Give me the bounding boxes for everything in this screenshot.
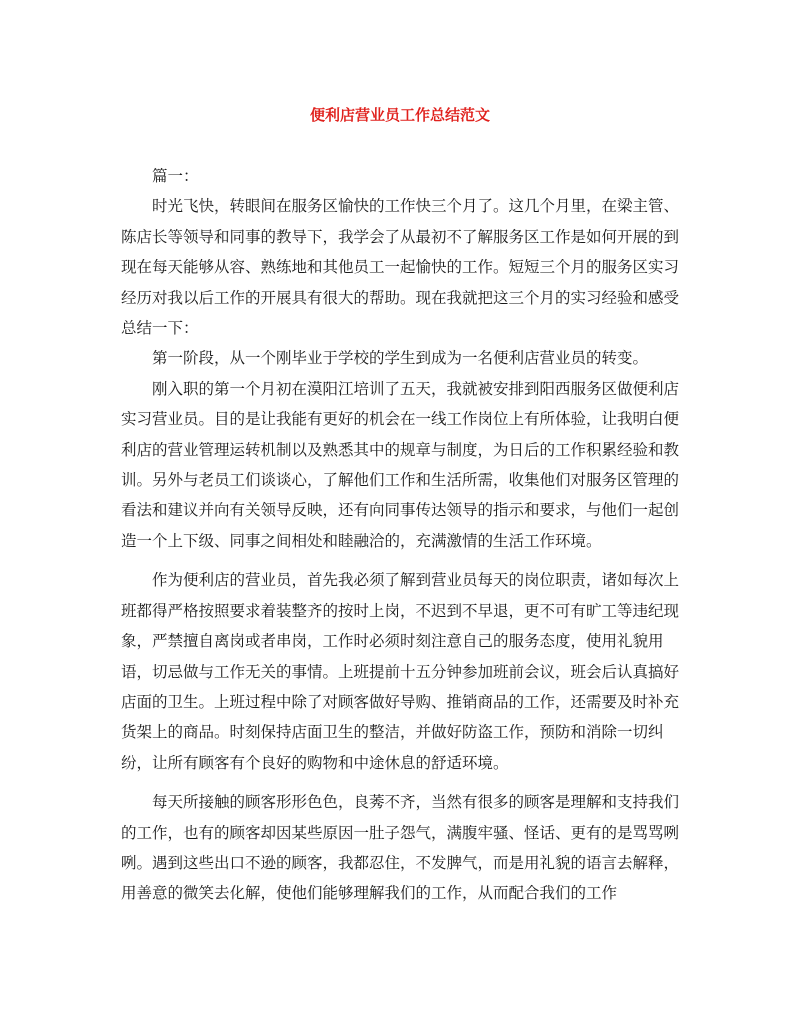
paragraph-intro: 时光飞快，转眼间在服务区愉快的工作快三个月了。这几个月里，在梁主管、陈店长等领导和同事的教导下，我学会了从最初不了解服务区工作是如何开展的到现在每天能够从容、熟练地和其他员工一起愉快的工作。短短三个月的服务区实习经历对我以后工作的开展具有很大的帮助。现在我就把这三个月的实习经验和感受总结一下：	[121, 197, 680, 338]
paragraph-duties: 作为便利店的营业员，首先我必须了解到营业员每天的岗位职责，诸如每次上班都得严格按照要求着装整齐的按时上岗，不迟到不早退，更不可有旷工等违纪现象，严禁擅自离岗或者串岗，工作时必须时刻注意自己的服务态度，使用礼貌用语，切忌做与工作无关的事情。上班提前十五分钟参加班前会议，班会后认真搞好店面的卫生。上班过程中除了对顾客做好导购、推销商品的工作，还需要及时补充货架上的商品。时刻保持店面卫生的整洁，并做好防盗工作，预防和消除一切纠纷，让所有顾客有个良好的购物和中途休息的舒适环境。	[121, 571, 680, 772]
paragraph-training: 刚入职的第一个月初在漠阳江培训了五天，我就被安排到阳西服务区做便利店实习营业员。目的是让我能有更好的机会在一线工作岗位上有所体验，让我明白便利店的营业管理运转机制以及熟悉其中的规章与制度，为日后的工作积累经验和教训。另外与老员工们谈谈心，了解他们工作和生活所需，收集他们对服务区管理的看法和建议并向有关领导反映，还有向同事传达领导的指示和要求，与他们一起创造一个上下级、同事之间相处和睦融洽的，充满激情的生活工作环境。	[121, 379, 680, 550]
document-body	[121, 161, 679, 909]
section-heading: 篇一：	[152, 167, 199, 185]
paragraph-customers: 每天所接触的顾客形形色色，良莠不齐，当然有很多的顾客是理解和支持我们的工作，也有的顾客却因某些原因一肚子怨气，满腹牢骚、怪话、更有的是骂骂咧咧。遇到这些出口不逊的顾客，我都忍住，不发脾气，而是用礼貌的语言去解释，用善意的微笑去化解，使他们能够理解我们的工作，从而配合我们的工作	[121, 793, 680, 903]
document-title: 便利店营业员工作总结范文	[309, 106, 490, 124]
paragraph-stage-one: 第一阶段，从一个刚毕业于学校的学生到成为一名便利店营业员的转变。	[152, 349, 649, 368]
